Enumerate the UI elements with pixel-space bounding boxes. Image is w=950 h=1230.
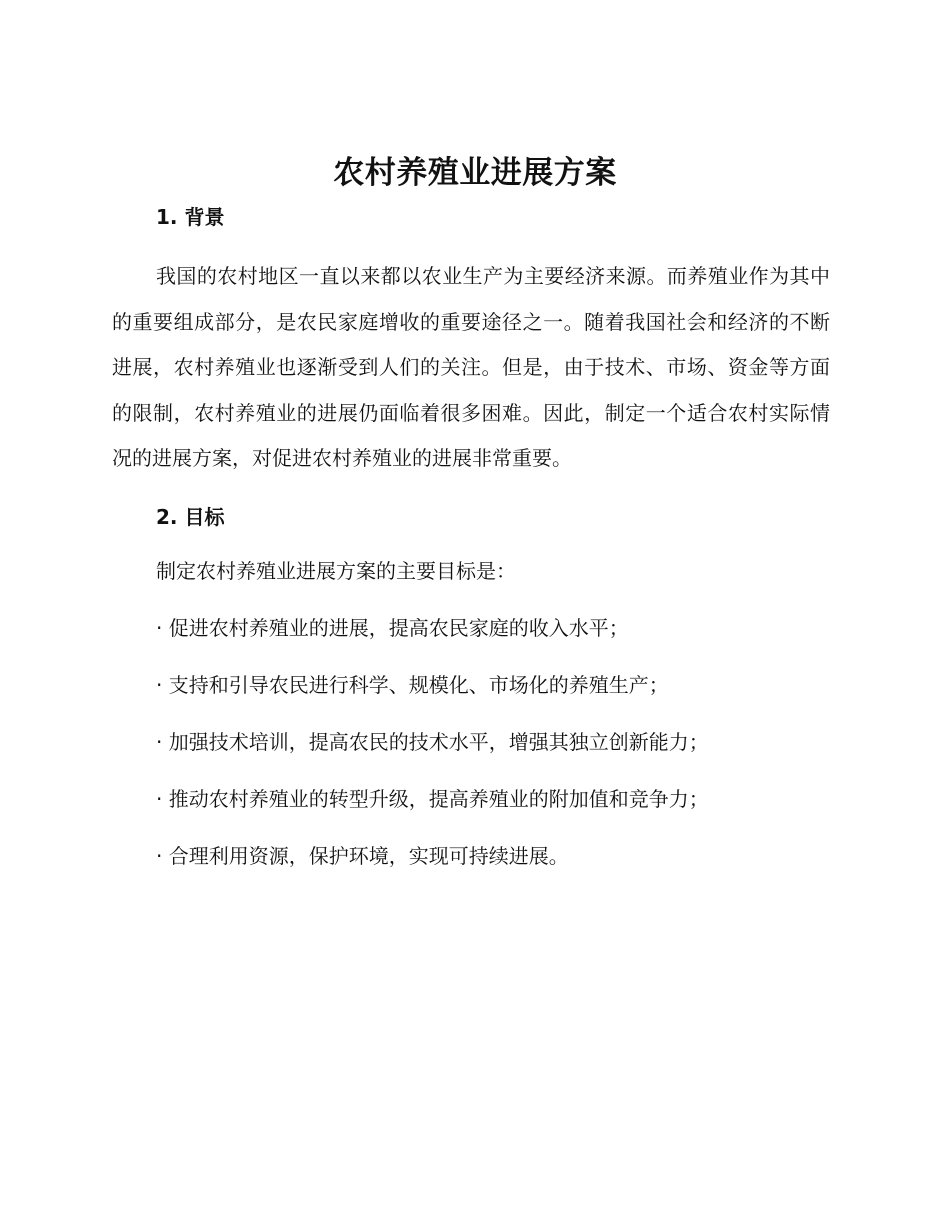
document-title: 农村养殖业进展方案 (333, 155, 617, 191)
section-heading-goals: 2. 目标 (156, 504, 225, 529)
section-background (112, 202, 830, 482)
list-item: · 合理利用资源，保护环境，实现可持续进展。 (156, 843, 569, 868)
goals-list (112, 613, 830, 871)
list-item: · 支持和引导农民进行科学、规模化、市场化的养殖生产； (156, 672, 669, 697)
list-item: · 加强技术培训，提高农民的技术水平，增强其独立创新能力； (156, 729, 709, 754)
goals-intro: 制定农村养殖业进展方案的主要目标是： (156, 558, 516, 583)
section-goals (112, 502, 830, 871)
list-item: · 促进农村养殖业的进展，提高农民家庭的收入水平； (156, 615, 629, 640)
list-item: · 推动农村养殖业的转型升级，提高养殖业的附加值和竞争力； (156, 786, 709, 811)
section-heading-background: 1. 背景 (156, 205, 225, 229)
background-paragraph: 我国的农村地区一直以来都以农业生产为主要经济来源。而养殖业作为其中的重要组成部分，是农民家庭增收的重要途径之一。随着我国社会和经济的不断进展，农村养殖业也逐渐受到人们的关注。但是，由于技术、市场、资金等方面的限制，农村养殖业的进展仍面临着很多困难。因此，制定一个适合农村实际情况的进展方案，对促进农村养殖业的进展非常重要。 (112, 264, 830, 470)
